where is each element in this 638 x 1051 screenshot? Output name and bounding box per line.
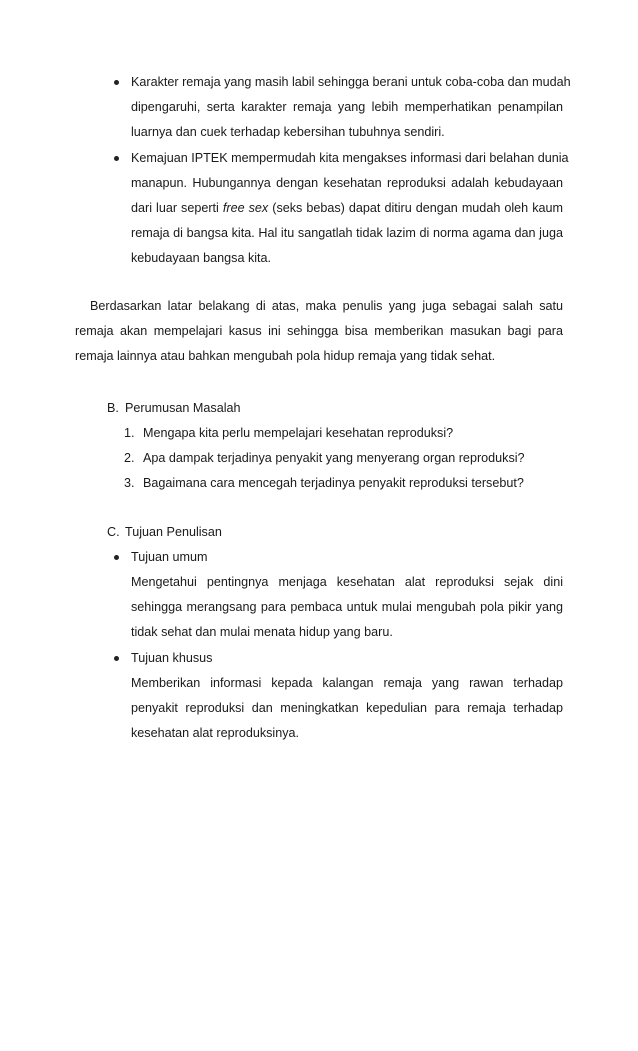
tujuan-khusus-line-2: penyakit reproduksi dan meningkatkan kepedulian para remaja terhadap	[131, 701, 563, 715]
bullet-1-line-3: luarnya dan cuek terhadap kebersihan tubuhnya sendiri.	[131, 125, 445, 139]
tujuan-umum-line-1: Mengetahui pentingnya menjaga kesehatan alat reproduksi sejak dini	[131, 575, 563, 589]
tujuan-khusus-line-1: Memberikan informasi kepada kalangan remaja yang rawan terhadap	[131, 676, 563, 690]
bullet-2-line-2: manapun. Hubungannya dengan kesehatan reproduksi adalah kebudayaan	[131, 176, 563, 190]
bullet-1-line-1: Karakter remaja yang masih labil sehingga berani untuk coba-coba dan mudah	[131, 75, 571, 89]
section-b-marker: B.	[107, 401, 119, 415]
bullet-icon	[114, 656, 119, 661]
bullet-1-line-2: dipengaruhi, serta karakter remaja yang lebih memperhatikan penampilan	[131, 100, 563, 114]
list-number: 3.	[124, 476, 135, 490]
list-item: Mengapa kita perlu mempelajari kesehatan reproduksi?	[143, 426, 454, 440]
tujuan-khusus-heading: Tujuan khusus	[131, 651, 213, 665]
tujuan-umum-line-2: sehingga merangsang para pembaca untuk mulai mengubah pola pikir yang	[131, 600, 563, 614]
list-item: Bagaimana cara mencegah terjadinya penyakit reproduksi tersebut?	[143, 476, 524, 490]
bullet-icon	[114, 555, 119, 560]
bullet-icon	[114, 80, 119, 85]
bullet-icon	[114, 156, 119, 161]
paragraph-line-2: remaja akan mempelajari kasus ini sehingga bisa memberikan masukan bagi para	[75, 324, 563, 338]
section-c-marker: C.	[107, 525, 120, 539]
bullet-2-line-1: Kemajuan IPTEK mempermudah kita mengakses informasi dari belahan dunia	[131, 151, 569, 165]
bullet-2-line-3-end: (seks bebas) dapat ditiru dengan mudah oleh kaum	[268, 201, 563, 215]
bullet-2-line-3	[131, 200, 563, 216]
list-number: 2.	[124, 451, 135, 465]
paragraph-line-3: remaja lainnya atau bahkan mengubah pola hidup remaja yang tidak sehat.	[75, 349, 496, 363]
bullet-2-line-4: remaja di bangsa kita. Hal itu sangatlah tidak lazim di norma agama dan juga	[131, 226, 563, 240]
tujuan-umum-heading: Tujuan umum	[131, 550, 208, 564]
list-item: Apa dampak terjadinya penyakit yang menyerang organ reproduksi?	[143, 451, 525, 465]
tujuan-umum-line-3: tidak sehat dan mulai menata hidup yang baru.	[131, 625, 393, 639]
paragraph-line-1: Berdasarkan latar belakang di atas, maka penulis yang juga sebagai salah satu	[90, 299, 563, 313]
bullet-2-line-3-start: dari luar seperti	[131, 201, 223, 215]
list-number: 1.	[124, 426, 135, 440]
tujuan-khusus-line-3: kesehatan alat reproduksinya.	[131, 726, 300, 740]
italic-term: free sex	[222, 201, 269, 215]
section-b-title: Perumusan Masalah	[125, 401, 241, 415]
bullet-2-line-5: kebudayaan bangsa kita.	[131, 251, 272, 265]
section-c-title: Tujuan Penulisan	[125, 525, 222, 539]
